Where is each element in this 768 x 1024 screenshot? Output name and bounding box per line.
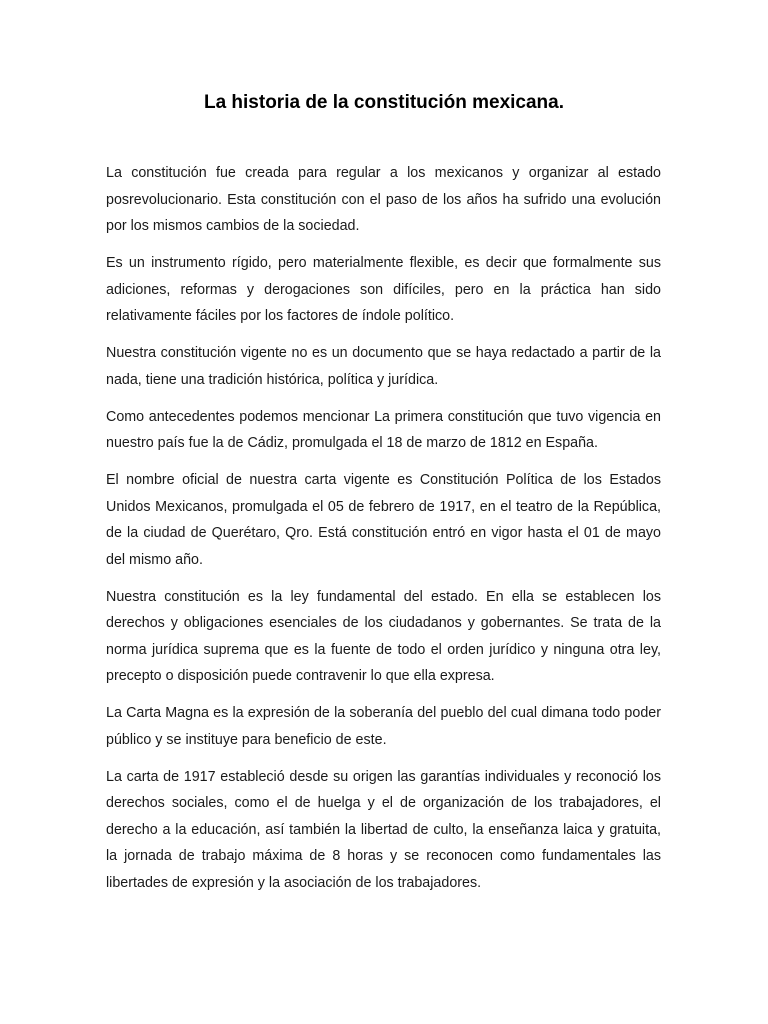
document-title: La historia de la constitución mexicana. [203, 92, 565, 113]
document-body [106, 160, 661, 907]
paragraph: Nuestra constitución es la ley fundamental del estado. En ella se establecen los derechos y obligaciones esenciales de los ciudadanos y gobernantes. Se trata de la norma jurídica suprema que es la fuente de todo el orden jurídico y ninguna otra ley, precepto o disposición puede contravenir lo que ella expresa. [106, 588, 661, 684]
paragraph: Como antecedentes podemos mencionar La primera constitución que tuvo vigencia en nuestro país fue la de Cádiz, promulgada el 18 de marzo de 1812 en España. [106, 408, 661, 451]
paragraph: La constitución fue creada para regular a los mexicanos y organizar al estado posrevolucionario. Esta constitución con el paso de los años ha sufrido una evolución por los mismos cambios de la sociedad. [106, 165, 661, 234]
paragraph: La carta de 1917 estableció desde su origen las garantías individuales y reconoció los derechos sociales, como el de huelga y el de organización de los trabajadores, el derecho a la educación, así también la libertad de culto, la enseñanza laica y gratuita, la jornada de trabajo máxima de 8 horas y se reconocen como fundamentales las libertades de expresión y la asociación de los trabajadores. [106, 768, 661, 891]
paragraph: Es un instrumento rígido, pero materialmente flexible, es decir que formalmente sus adiciones, reformas y derogaciones son difíciles, pero en la práctica han sido relativamente fáciles por los factores de índole político. [106, 255, 661, 324]
paragraph: Nuestra constitución vigente no es un documento que se haya redactado a partir de la nada, tiene una tradición histórica, política y jurídica. [106, 345, 661, 388]
paragraph: El nombre oficial de nuestra carta vigente es Constitución Política de los Estados Unidos Mexicanos, promulgada el 05 de febrero de 1917, en el teatro de la República, de la ciudad de Querétaro, Qro. Está constitución entró en vigor hasta el 01 de mayo del mismo año. [106, 472, 661, 568]
paragraph: La Carta Magna es la expresión de la soberanía del pueblo del cual dimana todo poder público y se instituye para beneficio de este. [106, 705, 661, 748]
